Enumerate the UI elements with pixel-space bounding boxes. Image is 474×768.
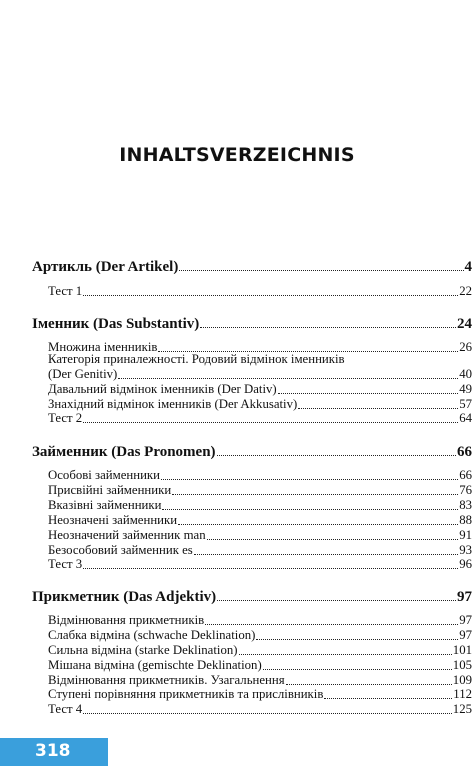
toc-entry-label: Тест 4 (48, 702, 83, 716)
toc-page-number: 66 (459, 468, 472, 482)
toc-entry-label: Неозначені займенники (48, 513, 178, 527)
dot-leader (162, 509, 458, 510)
toc-page-number: 97 (459, 628, 472, 642)
toc-entry-label: Особові займенники (48, 468, 160, 482)
toc-page-number: 49 (459, 382, 472, 396)
toc-page-number: 125 (452, 702, 472, 716)
dot-leader (118, 378, 458, 379)
toc-entry[interactable] (48, 556, 472, 572)
dot-leader (172, 494, 458, 495)
toc-entry-label: Відмінювання прикметників (48, 613, 205, 627)
toc-page-number: 64 (459, 411, 472, 425)
toc-entry[interactable] (48, 512, 472, 528)
dot-leader (217, 455, 456, 456)
dot-leader (83, 713, 452, 714)
toc-page-number: 22 (459, 284, 472, 298)
toc-entry[interactable] (48, 627, 472, 643)
toc-entry-label: Неозначений займенник man (48, 528, 206, 542)
toc-page-number: 76 (459, 483, 472, 497)
toc-entry-label: Безособовий займенник es (48, 543, 193, 557)
toc-page-number: 24 (457, 316, 472, 332)
page-number-tab (0, 738, 108, 766)
toc-entry-label: Ступені порівняння прикметників та прислівників (48, 687, 324, 701)
toc-entry-label: Тест 1 (48, 284, 83, 298)
toc-page-number: 26 (459, 340, 472, 354)
page-number: 318 (35, 741, 71, 761)
dot-leader (205, 624, 458, 625)
toc-entry-label: Тест 2 (48, 411, 83, 425)
toc-page-number: 93 (459, 543, 472, 557)
dot-leader (263, 669, 452, 670)
toc-section-label: Займенник (Das Pronomen) (32, 444, 216, 460)
toc-entry-label: Слабка відміна (schwache Deklination) (48, 628, 256, 642)
toc-entry[interactable] (48, 283, 472, 299)
toc-page-number: 112 (453, 687, 472, 701)
toc-entry-label: Множина іменників (48, 340, 158, 354)
toc-page-number: 40 (459, 367, 472, 381)
toc-entry[interactable] (48, 612, 472, 628)
toc-entry-label: Тест 3 (48, 557, 83, 571)
dot-leader (178, 524, 458, 525)
toc-section-noun[interactable] (32, 315, 472, 331)
toc-entry[interactable] (48, 642, 472, 658)
toc-section-pronoun[interactable] (32, 443, 472, 459)
toc-section-label: Прикметник (Das Adjektiv) (32, 589, 217, 605)
dot-leader (179, 270, 463, 271)
toc-page-number: 105 (452, 658, 472, 672)
toc-entry-label: Сильна відміна (starke Deklination) (48, 643, 238, 657)
dot-leader (161, 479, 458, 480)
dot-leader (286, 684, 452, 685)
dot-leader (83, 295, 458, 296)
page-title: INHALTSVERZEICHNIS (119, 144, 355, 166)
toc-entry[interactable] (48, 701, 472, 717)
toc-page-number: 57 (459, 397, 472, 411)
toc-page-number: 91 (459, 528, 472, 542)
toc-entry-label-continued: (Der Genitiv) (48, 367, 118, 381)
dot-leader (278, 393, 459, 394)
toc-section-adjective[interactable] (32, 588, 472, 604)
toc-entry[interactable] (48, 366, 472, 382)
toc-entry[interactable] (48, 686, 472, 702)
toc-entry[interactable] (48, 497, 472, 513)
toc-entry-label: Мішана відміна (gemischte Deklination) (48, 658, 262, 672)
toc-entry[interactable] (48, 527, 472, 543)
dot-leader (194, 554, 458, 555)
toc-page-number: 88 (459, 513, 472, 527)
table-of-contents (32, 0, 472, 768)
toc-entry[interactable] (48, 482, 472, 498)
dot-leader (324, 698, 452, 699)
toc-entry[interactable] (48, 657, 472, 673)
dot-leader (83, 568, 458, 569)
toc-entry-line1[interactable] (48, 351, 472, 367)
toc-section-label: Артикль (Der Artikel) (32, 259, 179, 275)
toc-entry[interactable] (48, 381, 472, 397)
dot-leader (207, 539, 459, 540)
dot-leader (217, 600, 456, 601)
toc-page-number: 66 (457, 444, 472, 460)
toc-section-label: Іменник (Das Substantiv) (32, 316, 200, 332)
dot-leader (298, 408, 458, 409)
toc-entry-label: Категорія приналежності. Родовий відмінок іменників (48, 352, 345, 366)
toc-section-article[interactable] (32, 258, 472, 274)
toc-page-number: 101 (452, 643, 472, 657)
toc-entry-label: Відмінювання прикметників. Узагальнення (48, 673, 285, 687)
dot-leader (83, 422, 458, 423)
toc-page-number: 4 (464, 259, 472, 275)
toc-entry-label: Присвійні займенники (48, 483, 172, 497)
toc-page-number: 109 (452, 673, 472, 687)
toc-entry-label: Давальний відмінок іменників (Der Dativ) (48, 382, 277, 396)
toc-entry[interactable] (48, 410, 472, 426)
toc-page-number: 96 (459, 557, 472, 571)
toc-entry-label: Знахідний відмінок іменників (Der Akkusativ) (48, 397, 298, 411)
toc-page-number: 97 (457, 589, 472, 605)
toc-page-number: 83 (459, 498, 472, 512)
dot-leader (200, 327, 456, 328)
dot-leader (239, 654, 452, 655)
toc-entry[interactable] (48, 467, 472, 483)
toc-page-number: 97 (459, 613, 472, 627)
dot-leader (256, 639, 458, 640)
toc-entry-label: Вказівні займенники (48, 498, 162, 512)
